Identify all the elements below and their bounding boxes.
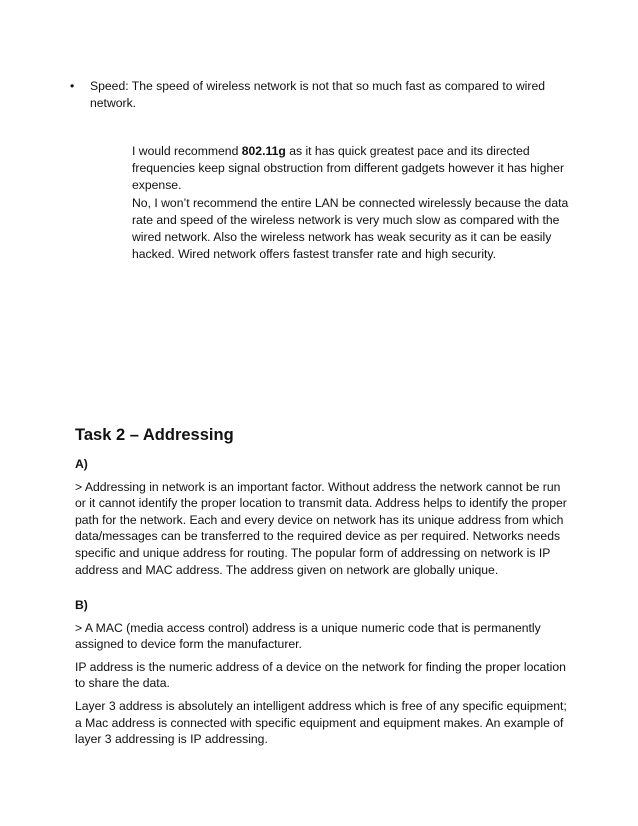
task2-part-a — [75, 456, 570, 578]
layer3-paragraph: Layer 3 address is absolutely an intelligent address which is free of any specific equipment; a Mac address is connected with specific equipment and equipment makes. An example of layer 3 addressing is IP addressing. — [75, 698, 567, 747]
recommendation-paragraph — [132, 143, 572, 195]
speed-bullet-text: Speed: The speed of wireless network is not that so much fast as compared to wired network. — [90, 79, 546, 110]
ip-address-paragraph: IP address is the numeric address of a device on the network for finding the proper location to share the data. — [75, 659, 566, 691]
task2-part-b — [75, 597, 570, 748]
speed-bullet — [70, 78, 570, 112]
recommendation-reason: as it has quick greatest pace and its directed frequencies keep signal obstruction from different gadgets however it has higher expense. — [132, 144, 565, 193]
task2-heading: Task 2 – Addressing — [75, 426, 234, 444]
recommendation-intro: I would recommend — [132, 144, 242, 158]
part-b-label: B) — [75, 598, 88, 612]
wireless-lan-paragraph: No, I won’t recommend the entire LAN be connected wirelessly because the data rate and speed of the wireless network is very much slow as compared with the wired network. Also the wireless network has weak security as it can be easily hacked. Wired network offers fastest transfer rate and high security. — [132, 195, 569, 262]
bullet-marker: • — [70, 79, 75, 93]
mac-address-paragraph: > A MAC (media access control) address is a unique numeric code that is permanently assigned to device form the manufacturer. — [75, 620, 541, 652]
standard-name: 802.11g — [241, 144, 286, 158]
part-a-label: A) — [75, 457, 88, 471]
part-a-text: > Addressing in network is an important factor. Without address the network cannot be run or it cannot identify the proper location to transmit data. Address helps to identify the proper path for the network. Each and every device on network has its unique address from which data/messages can be transferred to the required device as per required. Networks needs specific and unique address for routing. The popular form of addressing on network is IP address and MAC address. The address given on network are globally unique. — [75, 479, 567, 577]
recommendation-block — [132, 143, 572, 263]
